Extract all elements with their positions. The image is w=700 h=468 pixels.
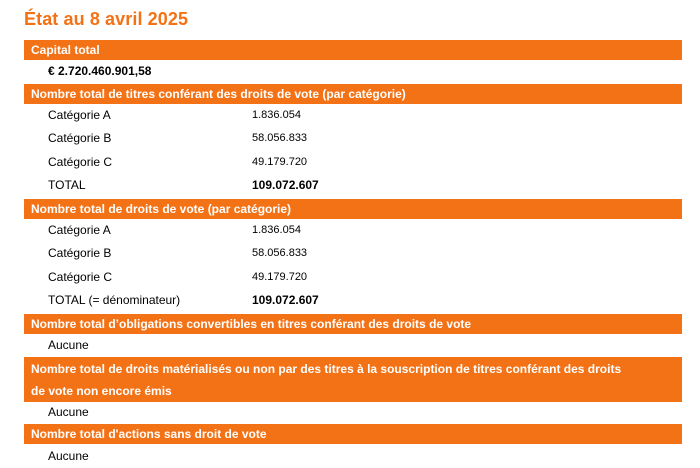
table-row	[24, 104, 682, 126]
droits-header: Nombre total de droits de vote (par catégorie)	[24, 199, 682, 219]
droits-label-total: TOTAL (= dénominateur)	[48, 293, 181, 307]
sans-droit-value: Aucune	[48, 449, 89, 463]
droits-value-total: 109.072.607	[252, 293, 319, 307]
titres-label-b: Catégorie B	[48, 131, 112, 145]
droits-value-a: 1.836.054	[252, 224, 301, 236]
table-row	[24, 242, 682, 264]
titres-label-a: Catégorie A	[48, 108, 111, 122]
droits-label-c: Catégorie C	[48, 270, 113, 284]
titres-label-total: TOTAL	[48, 178, 86, 192]
droits-value-b: 58.056.833	[252, 247, 308, 259]
sans-droit-row	[24, 445, 682, 467]
droits-label-a: Catégorie A	[48, 223, 111, 237]
materialises-row	[24, 401, 682, 423]
titres-value-c: 49.179.720	[252, 156, 308, 168]
materialises-header-line1: Nombre total de droits matérialisés ou non par des titres à la souscription de titres conférant des droits	[31, 362, 622, 376]
titres-value-b: 58.056.833	[252, 132, 308, 144]
materialises-value: Aucune	[48, 405, 89, 419]
page-title: État au 8 avril 2025	[24, 9, 189, 29]
titres-header: Nombre total de titres conférant des droits de vote (par catégorie)	[24, 84, 682, 104]
capital-header: Capital total	[24, 40, 682, 60]
table-row	[24, 289, 682, 311]
obligations-value: Aucune	[48, 338, 89, 352]
obligations-row	[24, 334, 682, 356]
table-row	[24, 151, 682, 173]
titres-value-a: 1.836.054	[252, 109, 301, 121]
capital-row	[24, 60, 682, 82]
sans-droit-header: Nombre total d'actions sans droit de vote	[24, 424, 682, 444]
table-row	[24, 219, 682, 241]
capital-value: € 2.720.460.901,58	[48, 64, 152, 78]
titres-value-total: 109.072.607	[252, 178, 319, 192]
table-row	[24, 174, 682, 196]
droits-label-b: Catégorie B	[48, 246, 112, 260]
droits-value-c: 49.179.720	[252, 271, 308, 283]
obligations-header: Nombre total d’obligations convertibles en titres conférant des droits de vote	[24, 314, 682, 334]
table-row	[24, 266, 682, 288]
titres-label-c: Catégorie C	[48, 155, 113, 169]
table-row	[24, 127, 682, 149]
materialises-header-line2: de vote non encore émis	[31, 384, 172, 398]
materialises-header	[24, 357, 682, 402]
